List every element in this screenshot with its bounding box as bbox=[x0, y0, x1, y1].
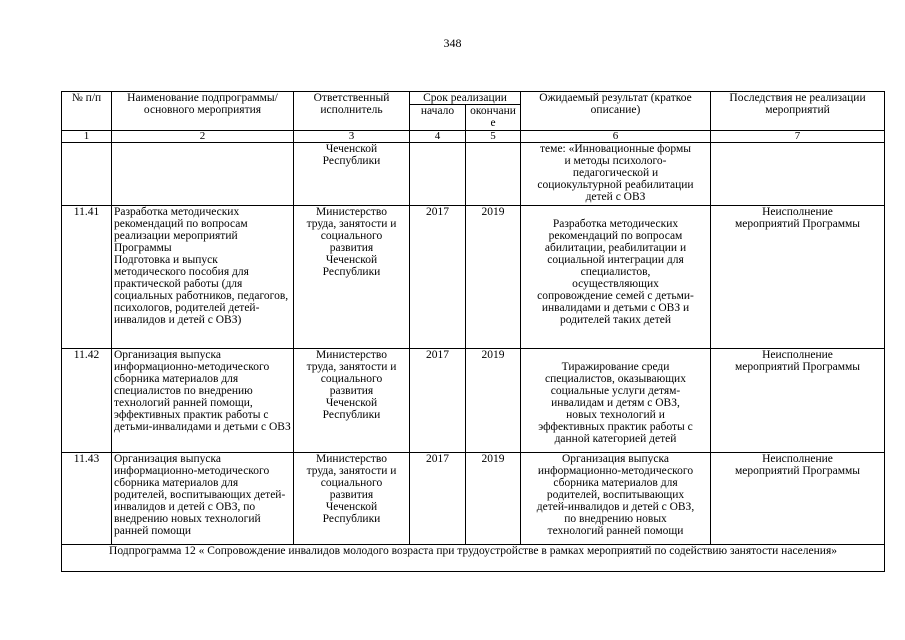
row-num bbox=[62, 143, 112, 206]
row-result: Тиражирование среди специалистов, оказывающих социальные услуги детям- инвалидам и детям с ОВЗ, новых технологий и эффективных практик работы с данной категорией детей bbox=[521, 349, 711, 453]
header-consequences: Последствия не реализации мероприятий bbox=[711, 92, 885, 131]
row-executor: Министерство труда, занятости и социального развития Чеченской Республики bbox=[294, 206, 410, 349]
column-number: 6 bbox=[521, 131, 711, 143]
header-num: № п/п bbox=[62, 92, 112, 131]
row-num: 11.43 bbox=[62, 453, 112, 545]
row-executor: Министерство труда, занятости и социального развития Чеченской Республики bbox=[294, 453, 410, 545]
table-row bbox=[62, 453, 885, 545]
table-row bbox=[62, 143, 885, 206]
subprogram-title: Подпрограмма 12 « Сопровождение инвалидов молодого возраста при трудоустройстве в рамках мероприятий по содействию занятости населения» bbox=[62, 545, 885, 572]
row-end bbox=[466, 143, 521, 206]
column-numbers-row bbox=[62, 131, 885, 143]
header-start: начало bbox=[410, 105, 466, 131]
row-result: теме: «Инновационные формы и методы психолого- педагогической и социокультурной реабилитации детей с ОВЗ bbox=[521, 143, 711, 206]
row-start bbox=[410, 143, 466, 206]
column-number: 3 bbox=[294, 131, 410, 143]
row-end: 2019 bbox=[466, 349, 521, 453]
header-end: окончание bbox=[466, 105, 521, 131]
row-consequences bbox=[711, 143, 885, 206]
program-activities-table bbox=[61, 91, 885, 572]
column-number: 4 bbox=[410, 131, 466, 143]
header-row bbox=[62, 92, 885, 105]
subprogram-row bbox=[62, 545, 885, 572]
row-consequences: Неисполнение мероприятий Программы bbox=[711, 453, 885, 545]
row-executor: Чеченской Республики bbox=[294, 143, 410, 206]
row-name bbox=[112, 143, 294, 206]
page-number: 348 bbox=[443, 36, 462, 50]
row-end: 2019 bbox=[466, 206, 521, 349]
row-start: 2017 bbox=[410, 206, 466, 349]
row-num: 11.42 bbox=[62, 349, 112, 453]
header-result: Ожидаемый результат (краткое описание) bbox=[521, 92, 711, 131]
column-number: 7 bbox=[711, 131, 885, 143]
row-name: Организация выпуска информационно-методического сборника материалов для родителей, воспитывающих детей-инвалидов и детей с ОВЗ, по внедрению новых технологий ранней помощи bbox=[112, 453, 294, 545]
row-start: 2017 bbox=[410, 453, 466, 545]
header-name: Наименование подпрограммы/ основного мероприятия bbox=[112, 92, 294, 131]
header-executor: Ответственный исполнитель bbox=[294, 92, 410, 131]
row-end: 2019 bbox=[466, 453, 521, 545]
row-executor: Министерство труда, занятости и социального развития Чеченской Республики bbox=[294, 349, 410, 453]
column-number: 1 bbox=[62, 131, 112, 143]
row-consequences: Неисполнение мероприятий Программы bbox=[711, 206, 885, 349]
column-number: 5 bbox=[466, 131, 521, 143]
row-name: Разработка методических рекомендаций по вопросам реализации мероприятий Программы Подготовка и выпуск методического пособия для практической работы (для социальных работников, педагогов, психологов, родителей детей-инвалидов и детей с ОВЗ) bbox=[112, 206, 294, 349]
row-result: Организация выпуска информационно-методического сборника материалов для родителей, воспитывающих детей-инвалидов и детей с ОВЗ, по внедрению новых технологий ранней помощи bbox=[521, 453, 711, 545]
row-num: 11.41 bbox=[62, 206, 112, 349]
row-consequences: Неисполнение мероприятий Программы bbox=[711, 349, 885, 453]
table-row bbox=[62, 349, 885, 453]
row-start: 2017 bbox=[410, 349, 466, 453]
table-row bbox=[62, 206, 885, 349]
row-name: Организация выпуска информационно-методического сборника материалов для специалистов по внедрению технологий ранней помощи, эффективных практик работы с детьми-инвалидами и детьми с ОВЗ bbox=[112, 349, 294, 453]
row-result: Разработка методических рекомендаций по вопросам абилитации, реабилитации и социальной интеграции для специалистов, осуществляющих сопровождение семей с детьми- инвалидами и детьми с ОВЗ и родителей таких детей bbox=[521, 206, 711, 349]
header-period: Срок реализации bbox=[410, 92, 521, 105]
column-number: 2 bbox=[112, 131, 294, 143]
